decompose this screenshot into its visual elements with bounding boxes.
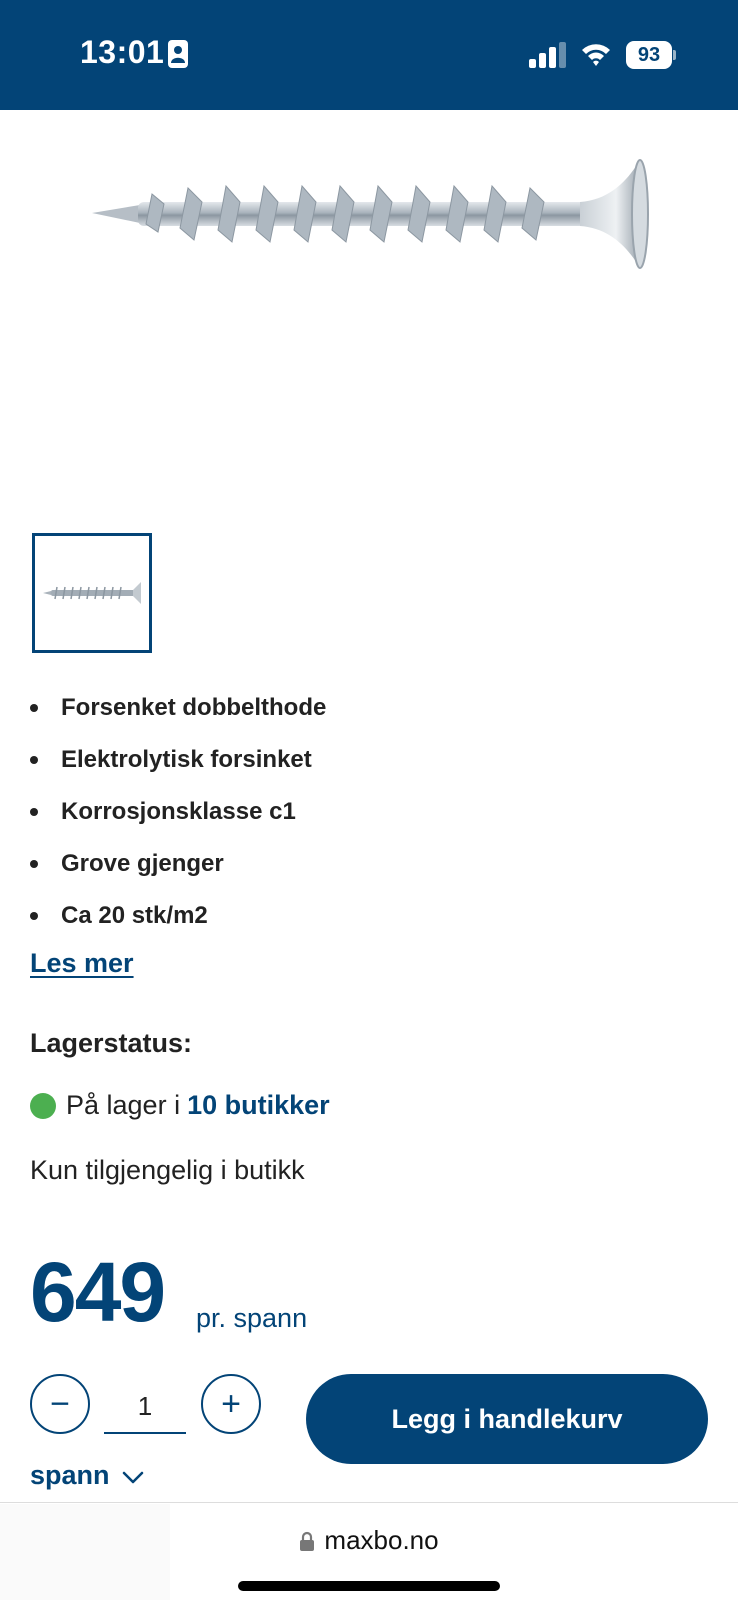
wifi-icon — [580, 40, 612, 68]
battery-indicator — [626, 41, 676, 69]
store-count-link[interactable]: 10 butikker — [187, 1090, 330, 1120]
in-stock-text: På lager i — [66, 1090, 181, 1120]
status-time: 13:01 — [80, 34, 165, 70]
feature-item: Ca 20 stk/m2 — [30, 898, 690, 950]
thumbnail-screw-icon — [41, 580, 145, 606]
read-more-link[interactable]: Les mer — [30, 948, 134, 978]
product-thumbnail[interactable] — [32, 533, 152, 653]
chevron-down-icon — [122, 1471, 144, 1485]
battery-tip — [673, 50, 676, 60]
browser-bottom-bar — [0, 1502, 738, 1600]
feature-item: Korrosjonsklasse c1 — [30, 794, 690, 846]
address-bar[interactable] — [0, 1525, 738, 1556]
status-bar — [0, 0, 738, 110]
quantity-input[interactable] — [104, 1380, 186, 1434]
unit-dropdown-label: spann — [30, 1460, 110, 1490]
lock-icon — [299, 1531, 315, 1551]
feature-item: Elektrolytisk forsinket — [30, 742, 690, 794]
battery-level: 93 — [626, 41, 672, 69]
stock-status-title: Lagerstatus: — [30, 1028, 193, 1058]
in-stock-dot-icon — [30, 1093, 56, 1119]
cellular-signal-icon — [529, 42, 567, 68]
add-to-cart-button[interactable]: Legg i handlekurv — [306, 1374, 708, 1464]
increase-quantity-button[interactable]: + — [201, 1374, 261, 1434]
unit-dropdown[interactable] — [30, 1460, 144, 1491]
feature-item: Forsenket dobbelthode — [30, 690, 690, 742]
url-text: maxbo.no — [324, 1525, 439, 1555]
price-unit: pr. spann — [196, 1303, 308, 1333]
stock-status-row — [30, 1090, 330, 1121]
feature-item: Grove gjenger — [30, 846, 690, 898]
product-image — [80, 150, 660, 280]
price: 649 — [30, 1245, 165, 1339]
availability-note: Kun tilgjengelig i butikk — [30, 1155, 305, 1185]
contact-card-icon — [168, 40, 188, 68]
feature-list — [30, 690, 690, 950]
decrease-quantity-button[interactable]: − — [30, 1374, 90, 1434]
home-indicator — [238, 1581, 500, 1591]
